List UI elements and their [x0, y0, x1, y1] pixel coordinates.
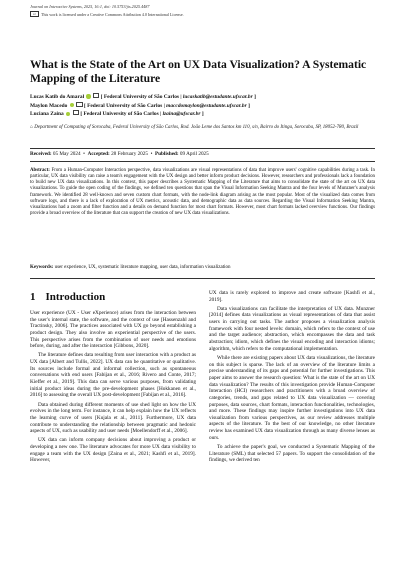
author-name: Maylon Macedo: [30, 102, 68, 109]
received-label: Received:: [30, 151, 52, 157]
received-date: 05 May 2024: [52, 151, 81, 157]
section-title: Introduction: [45, 291, 106, 303]
accepted-date: 28 February 2025: [111, 151, 148, 157]
paragraph: UX data is rarely explored to improve and create software [Kashfi et al., 2019].: [209, 290, 375, 303]
paragraph: While there are existing papers about UX data visualizations, the literature on this subject is sparse. The lack of an overview of the literature limits a precise understanding of its gaps and potential for further investigations. This paper aims to answer the research question: What is the state of the art on UX data visualization? The results of this investigation provide Human-Computer Interaction (HCI) researchers and practitioners with a broad overview of categories, trends, and gaps related to UX data visualization — covering purposes, data sources, chart formats, interaction functionalities, technologies, and more. These findings may inspire further investigations into UX data visualization from various perspectives, as our review addresses multiple aspects of the literature. To the best of our knowledge, no other literature review has examined UX data visualization through as many diverse lenses as ours.: [209, 354, 375, 441]
license-line: [30, 11, 184, 17]
journal-citation: Journal on Interactive Systems, 2025, 16:1, doi: 10.5753/jis.2025.4487: [30, 4, 150, 9]
abstract-text: From a Human-Computer Interaction perspective, data visualizations are visual representations of data that improve users' cognitive capabilities during a task. In particular, UX data visibility can raise a team's engagement with the UX design and better inform product decisions. However, researchers and professionals lack a foundation to build new UX data visualizations. In this context, this paper describes a Systematic Mapping of the Literature that aims to consolidate the state of the art on UX data visualizations. To guide the open coding of the findings, we defined ten questions that span the Visual Information Seeking Mantra and the four levels of Munzner's analysis framework. We identified 28 well-known and seven custom chart formats, with the node-link diagram arising as the most popular. Most of the visualized data comes from software logs, and there is a lack of exploration of UX metrics, acoustic data, and demographic data as data sources. Regarding the Visual Information Seeking Mantra, visualizations had a zoom and filter function and a details on demand function for most chart formats. However, most chart formats lacked overview functions. Our findings provide a broad overview of the literature that can support the creation of new UX data visualizations.: [30, 168, 375, 217]
department-address: [30, 125, 360, 131]
abstract: [30, 168, 375, 217]
creative-commons-icon: cc: [30, 11, 39, 17]
paragraph: The literature defines data resulting from user interaction with a product as UX data [Albert and Tullis, 2022]. UX data can be quantitative or qualitative. Its sources include formal and informal collection, such as spontaneous conversations with end users [Fabijan et al., 2016; Rivero and Conte, 2017; Kieffer et al., 2019]. This data can serve various purposes, from validating initial product ideas during the pre-development phases [Hokkanen et al., 2016] to assessing the overall UX post-development [Fabijan et al., 2016].: [30, 352, 196, 399]
author-line: [30, 110, 375, 119]
affiliation-close: ]: [201, 111, 204, 118]
author-list: [30, 93, 375, 119]
section-number: 1: [30, 291, 36, 303]
keywords-text: user experience, UX, systematic literature mapping, user data, information visualization: [54, 265, 231, 270]
paragraph: To achieve the paper's goal, we conducted a Systematic Mapping of the Literature (SML) that selected 57 papers. To support the consolidation of the findings, we derived ten: [209, 443, 375, 464]
paragraph: User experience (UX - User eXperience) arises from the interaction between the user's internal state, the software, and the context of use [Hassenzahl and Tractinsky, 2006]. The practices associated with UX go beyond establishing a product design. They also involve an experiential perspective of the users. This perspective arises from the combination of user needs and emotions before, during, and after the interaction [Gibbons, 2020].: [30, 310, 196, 350]
email-icon[interactable]: [93, 93, 99, 98]
author-name: Lucas Katib do Amaral: [30, 94, 85, 100]
right-column: [209, 290, 375, 466]
author-name: Luciana Zaina: [30, 111, 64, 118]
author-email[interactable]: lucaskatib@estudante.ufscar.br: [182, 94, 253, 100]
building-icon: ⌂: [30, 125, 34, 130]
keywords-label: Keywords:: [30, 265, 54, 270]
paragraph: Data visualizations can facilitate the interpretation of UX data. Munzner [2014] defines data visualizations as visual representations of data that assist users in carrying out tasks. The author proposes a visualization analysis framework with four nested levels: domain, which refers to the context of use and the target audience; abstraction, which encompasses the data and task abstraction; idiom, which defines the visual encoding and interaction idioms; algorithm, which refers to the computational implementation.: [209, 305, 375, 352]
affiliation-close: ]: [254, 94, 256, 100]
orcid-icon[interactable]: [86, 94, 90, 98]
email-icon[interactable]: [76, 102, 82, 107]
publication-dates: Received: 05 May 2024 • Accepted: 28 February 2025 • Published: 09 April 2025: [30, 151, 209, 157]
paper-title: What is the State of the Art on UX Data Visualization? A Systematic Mapping of the Literature: [30, 58, 367, 85]
orcid-icon[interactable]: [66, 112, 70, 116]
author-affiliation: [ Federal University of São Carlos |: [83, 102, 165, 109]
left-column: [30, 291, 196, 466]
department-text: Department of Computing of Sorocaba, Federal University of São Carlos, Rod. João Leme dos Santos km 110, s/n, Bairro do Itinga, Sorocaba, SP, 18052-780, Brazil: [34, 125, 359, 130]
section-heading: [30, 291, 196, 304]
author-affiliation: [ Federal University of São Carlos |: [80, 111, 162, 118]
orcid-icon[interactable]: [70, 103, 74, 107]
author-email[interactable]: lzaina@ufscar.br: [162, 111, 201, 118]
author-affiliation: [ Federal University of São Carlos |: [100, 94, 182, 100]
divider: [30, 278, 375, 279]
author-line: [30, 93, 375, 102]
paragraph: UX data can inform company decisions about improving a product or developing a new one. The literature advocates for more UX data visibility to engage a team with the UX design [Zaina et al., 2021; Kashfi et al., 2019]. However,: [30, 437, 196, 464]
divider: [30, 148, 375, 149]
email-icon[interactable]: [73, 110, 79, 115]
published-label: Published:: [154, 151, 179, 157]
abstract-label: Abstract:: [30, 168, 50, 173]
author-email[interactable]: maccdomaylon@estudante.ufscar.br: [166, 102, 247, 109]
author-line: [30, 102, 375, 111]
license-text[interactable]: This work is licensed under a Creative Commons Attribution 4.0 International License.: [41, 11, 184, 17]
affiliation-close: ]: [248, 102, 250, 109]
keywords: [30, 265, 375, 270]
accepted-label: Accepted:: [87, 151, 110, 157]
published-date: 09 April 2025: [179, 151, 209, 157]
divider: [30, 161, 375, 162]
paragraph: Data obtained during different moments of use shed light on how the UX evolves in the long term. For instance, it can help explain how the UX reflects the learning curve of users [Kujala et al., 2011]. Furthermore, UX data contribute to understanding the relationship between pragmatic and hedonic aspects of UX, such as usability and user needs [Moellendorff et al., 2006].: [30, 401, 196, 435]
